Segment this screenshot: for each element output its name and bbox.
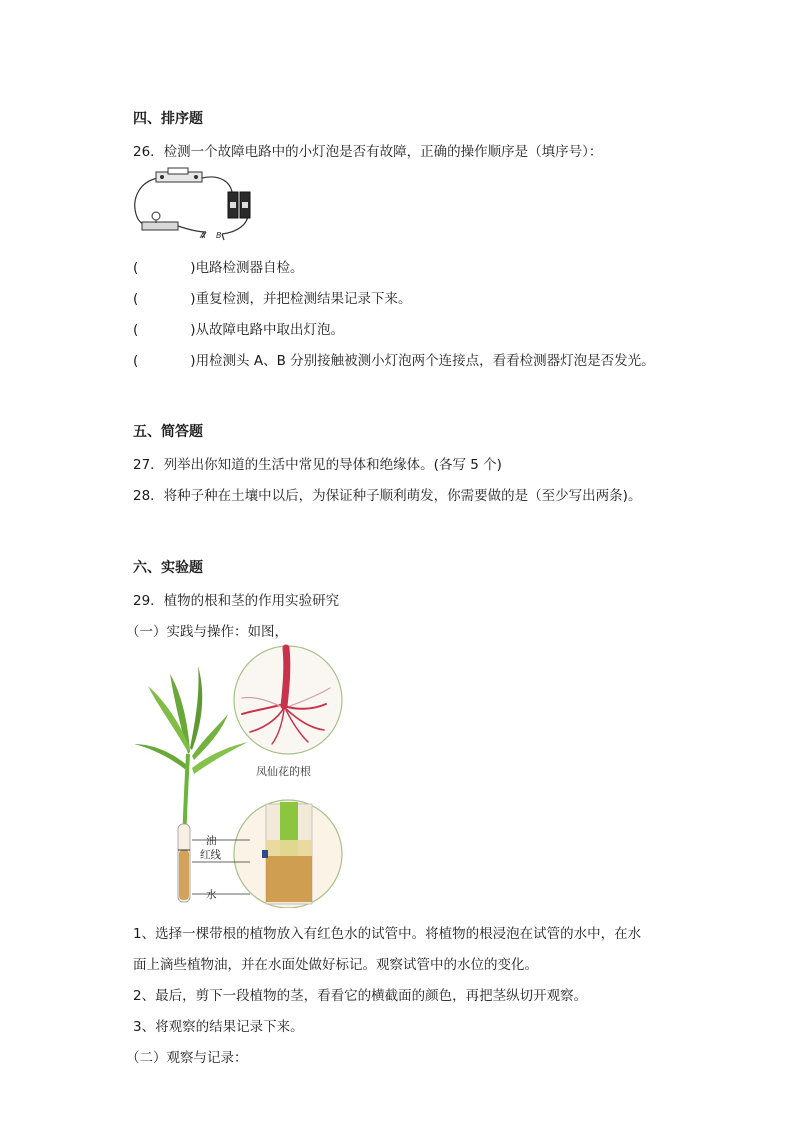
option-text: 电路检测器自检。: [195, 260, 304, 276]
answer-bracket-close: ): [190, 260, 196, 276]
answer-bracket-open[interactable]: (: [133, 322, 139, 338]
question-26: 26．检测一个故障电路中的小灯泡是否有故障，正确的操作顺序是（填序号）：: [133, 144, 603, 160]
probe-label-b: B: [216, 231, 222, 240]
red-line-marker: [262, 850, 268, 858]
option-text: 从故障电路中取出灯泡。: [195, 322, 345, 338]
step-3: 3、将观察的结果记录下来。: [133, 1019, 304, 1035]
section-6-heading: 六、实验题: [133, 560, 203, 576]
tube-water: [179, 850, 189, 900]
step-1-line-1: 1、选择一棵带根的植物放入有红色水的试管中。将植物的根浸泡在试管的水中，在水: [133, 926, 642, 942]
plant-experiment-figure: [130, 644, 350, 908]
option-text: 重复检测，并把检测结果记录下来。: [195, 291, 412, 307]
closeup-water-layer: [266, 856, 312, 902]
question-27: 27．列举出你知道的生活中常见的导体和绝缘体。(各写 5 个): [133, 457, 502, 473]
option-row-4: [133, 349, 655, 369]
answer-bracket-open[interactable]: (: [133, 291, 139, 307]
answer-bracket-open[interactable]: (: [133, 260, 139, 276]
circuit-diagram: [130, 166, 270, 244]
answer-bracket-close: ): [190, 353, 196, 369]
section-4-heading: 四、排序题: [133, 111, 203, 127]
option-row-3: [133, 318, 344, 338]
section-5-heading: 五、简答题: [133, 424, 203, 440]
label-water: 水: [206, 889, 217, 901]
option-row-1: [133, 256, 304, 276]
closeup-oil-layer: [266, 840, 312, 856]
answer-bracket-close: ): [190, 291, 196, 307]
option-row-2: [133, 287, 412, 307]
question-28: 28．将种子种在土壤中以后，为保证种子顺利萌发，你需要做的是（至少写出两条)。: [133, 488, 642, 504]
answer-bracket-open[interactable]: (: [133, 353, 139, 369]
probe-label-a: A: [200, 231, 206, 240]
root-caption: 凤仙花的根: [256, 765, 311, 778]
part-2-heading: （二）观察与记录：: [126, 1050, 248, 1066]
option-text: 用检测头 A、B 分别接触被测小灯泡两个连接点，看看检测器灯泡是否发光。: [195, 353, 655, 369]
answer-bracket-close: ): [190, 322, 196, 338]
label-oil: 油: [206, 835, 217, 847]
plant-leaves: [134, 666, 248, 774]
step-1-line-2: 面上滴些植物油，并在水面处做好标记。观察试管中的水位的变化。: [133, 957, 538, 973]
question-29: 29．植物的根和茎的作用实验研究: [133, 593, 340, 609]
part-1-heading: （一）实践与操作：如图，: [126, 624, 288, 640]
step-2: 2、最后，剪下一段植物的茎，看看它的横截面的颜色，再把茎纵切开观察。: [133, 988, 588, 1004]
label-red-line: 红线: [200, 849, 221, 861]
